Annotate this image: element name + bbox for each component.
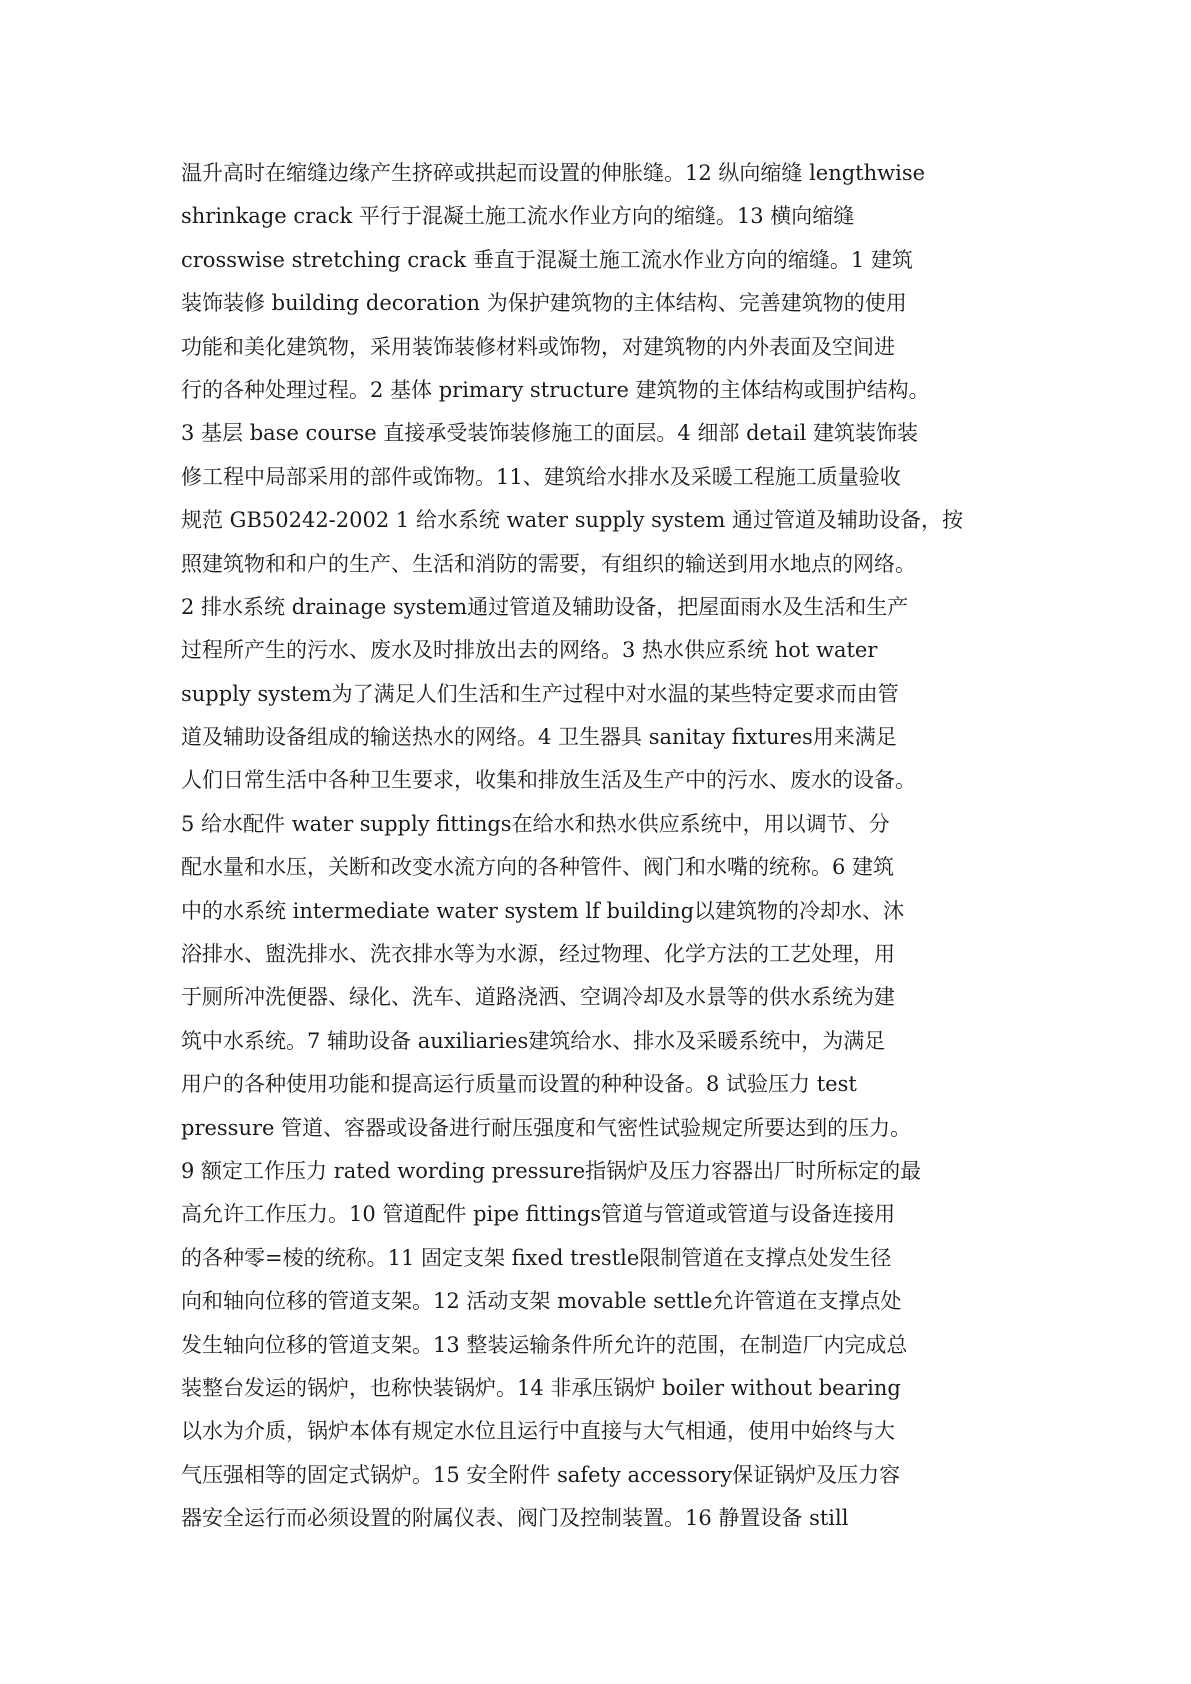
text-line: 浴排水、盥洗排水、洗衣排水等为水源，经过物理、化学方法的工艺处理，用 — [181, 942, 895, 967]
text-line: 以水为介质，锅炉本体有规定水位且运行中直接与大气相通，使用中始终与大 — [181, 1419, 895, 1444]
text-line: 修工程中局部采用的部件或饰物。11、建筑给水排水及采暖工程施工质量验收 — [181, 464, 901, 489]
text-line: 于厕所冲洗便器、绿化、洗车、道路浇洒、空调冷却及水景等的供水系统为建 — [181, 985, 895, 1010]
text-line: 装饰装修 building decoration 为保护建筑物的主体结构、完善建筑物的使用 — [181, 291, 907, 316]
text-line: supply system为了满足人们生活和生产过程中对水温的某些特定要求而由管 — [181, 681, 899, 706]
text-line: 向和轴向位移的管道支架。12 活动支架 movable settle允许管道在支撑点处 — [181, 1289, 902, 1314]
text-line: 照建筑物和和户的生产、生活和消防的需要，有组织的输送到用水地点的网络。 — [181, 551, 916, 576]
text-line: 功能和美化建筑物，采用装饰装修材料或饰物，对建筑物的内外表面及空间进 — [181, 334, 895, 359]
text-line: 的各种零=棱的统称。11 固定支架 fixed trestle限制管道在支撑点处发生径 — [181, 1245, 892, 1270]
text-line: 人们日常生活中各种卫生要求，收集和排放生活及生产中的污水、废水的设备。 — [181, 768, 916, 793]
text-line: 3 基层 base course 直接承受装饰装修施工的面层。4 细部 detail 建筑装饰装 — [181, 421, 919, 446]
text-line: 装整台发运的锅炉，也称快装锅炉。14 非承压锅炉 boiler without bearing — [181, 1375, 901, 1400]
text-line: 行的各种处理过程。2 基体 primary structure 建筑物的主体结构或围护结构。 — [181, 377, 930, 402]
text-line: 道及辅助设备组成的输送热水的网络。4 卫生器具 sanitay fixtures用来满足 — [181, 725, 897, 750]
text-line: 2 排水系统 drainage system通过管道及辅助设备，把屋面雨水及生活和生产 — [181, 594, 909, 619]
body-text — [181, 152, 1031, 1541]
text-line: pressure 管道、容器或设备进行耐压强度和气密性试验规定所要达到的压力。 — [181, 1115, 912, 1140]
text-line: shrinkage crack 平行于混凝土施工流水作业方向的缩缝。13 横向缩缝 — [181, 204, 855, 229]
text-line: 发生轴向位移的管道支架。13 整装运输条件所允许的范围，在制造厂内完成总 — [181, 1332, 908, 1357]
text-line: 用户的各种使用功能和提高运行质量而设置的种种设备。8 试验压力 test — [181, 1072, 857, 1097]
text-line: 高允许工作压力。10 管道配件 pipe fittings管道与管道或管道与设备连接用 — [181, 1202, 896, 1227]
text-line: 规范 GB50242-2002 1 给水系统 water supply system 通过管道及辅助设备，按 — [181, 508, 964, 533]
text-line: 配水量和水压，关断和改变水流方向的各种管件、阀门和水嘴的统称。6 建筑 — [181, 855, 895, 880]
text-line: 中的水系统 intermediate water system lf building以建筑物的冷却水、沐 — [181, 898, 905, 923]
text-line: 过程所产生的污水、废水及时排放出去的网络。3 热水供应系统 hot water — [181, 638, 878, 663]
text-line: 气压强相等的固定式锅炉。15 安全附件 safety accessory保证锅炉及压力容 — [181, 1462, 901, 1487]
text-line: 9 额定工作压力 rated wording pressure指锅炉及压力容器出厂时所标定的最 — [181, 1158, 922, 1183]
text-line: 筑中水系统。7 辅助设备 auxiliaries建筑给水、排水及采暖系统中，为满足 — [181, 1028, 886, 1053]
text-line: 5 给水配件 water supply fittings在给水和热水供应系统中，用以调节、分 — [181, 811, 890, 836]
text-line: crosswise stretching crack 垂直于混凝土施工流水作业方向的缩缝。1 建筑 — [181, 247, 913, 272]
text-line: 器安全运行而必须设置的附属仪表、阀门及控制装置。16 静置设备 still — [181, 1506, 849, 1531]
text-line: 温升高时在缩缝边缘产生挤碎或拱起而设置的伸胀缝。12 纵向缩缝 lengthwise — [181, 161, 926, 185]
